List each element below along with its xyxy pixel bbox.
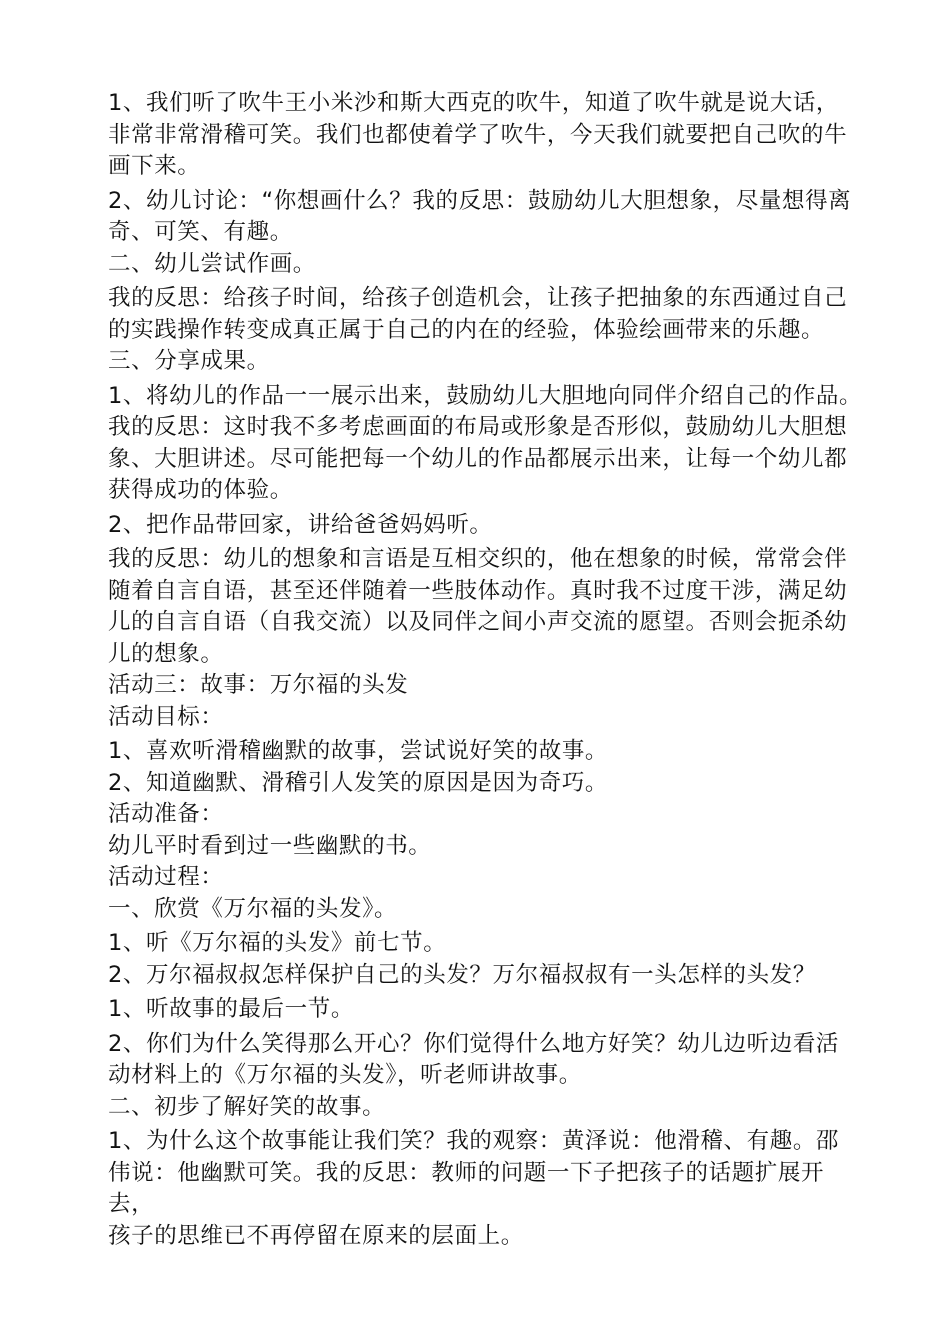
paragraph: 我的反思：幼儿的想象和言语是互相交织的，他在想象的时候，常常会伴 随着自言自语，甚至还伴随着一些肢体动作。真时我不过度干涉，满足幼 儿的自言自语（自我交流）以及同伴之间小声交流的愿望。否则会扼杀幼 儿的想象。 bbox=[108, 546, 848, 667]
paragraph: 1、将幼儿的作品一一展示出来，鼓励幼儿大胆地向同伴介绍自己的作品。 我的反思：这时我不多考虑画面的布局或形象是否形似，鼓励幼儿大胆想 象、大胆讲述。尽可能把每一个幼儿的作品都展示出来，让每一个幼儿都 获得成功的体验。 bbox=[108, 382, 863, 503]
document-body bbox=[108, 88, 868, 1252]
list-item: 1、听《万尔福的头发》前七节。 bbox=[108, 930, 447, 956]
section-heading: 二、初步了解好笑的故事。 bbox=[108, 1093, 386, 1120]
paragraph: 我的反思：给孩子时间，给孩子创造机会，让孩子把抽象的东西通过自己 的实践操作转变成真正属于自己的内在的经验，体验绘画带来的乐趣。 bbox=[108, 285, 848, 343]
list-item: 2、你们为什么笑得那么开心？你们觉得什么地方好笑？幼儿边听边看活 动材料上的《万尔福的头发》，听老师讲故事。 bbox=[108, 1030, 840, 1088]
paragraph: 2、幼儿讨论：“你想画什么？我的反思：鼓励幼儿大胆想象，尽量想得离 奇、可笑、有趣。 bbox=[108, 187, 852, 245]
paragraph: 1、为什么这个故事能让我们笑？我的观察：黄泽说：他滑稽、有趣。邵 伟说：他幽默可笑。我的反思：教师的问题一下子把孩子的话题扩展开去， 孩子的思维已不再停留在原来的层面上。 bbox=[108, 1128, 840, 1249]
list-item: 2、知道幽默、滑稽引人发笑的原因是因为奇巧。 bbox=[108, 769, 609, 796]
paragraph: 1、我们听了吹牛王小米沙和斯大西克的吹牛，知道了吹牛就是说大话， 非常非常滑稽可笑。我们也都使着学了吹牛，今天我们就要把自己吹的牛 画下来。 bbox=[108, 90, 848, 179]
paragraph: 2、把作品带回家，讲给爸爸妈妈听。 bbox=[108, 511, 493, 538]
activity-title: 活动三：故事：万尔福的头发 bbox=[108, 672, 409, 698]
section-heading: 活动目标： bbox=[108, 703, 224, 730]
list-item: 2、万尔福叔叔怎样保护自己的头发？万尔福叔叔有一头怎样的头发？ bbox=[108, 961, 816, 988]
section-heading: 三、分享成果。 bbox=[108, 348, 270, 374]
section-heading: 二、幼儿尝试作画。 bbox=[108, 250, 316, 277]
paragraph: 幼儿平时看到过一些幽默的书。 bbox=[108, 832, 432, 859]
list-item: 1、喜欢听滑稽幽默的故事，尝试说好笑的故事。 bbox=[108, 738, 609, 764]
section-heading: 一、欣赏《万尔福的头发》。 bbox=[108, 895, 398, 922]
section-heading: 活动过程： bbox=[108, 864, 224, 890]
list-item: 1、听故事的最后一节。 bbox=[108, 996, 354, 1022]
section-heading: 活动准备： bbox=[108, 801, 224, 827]
